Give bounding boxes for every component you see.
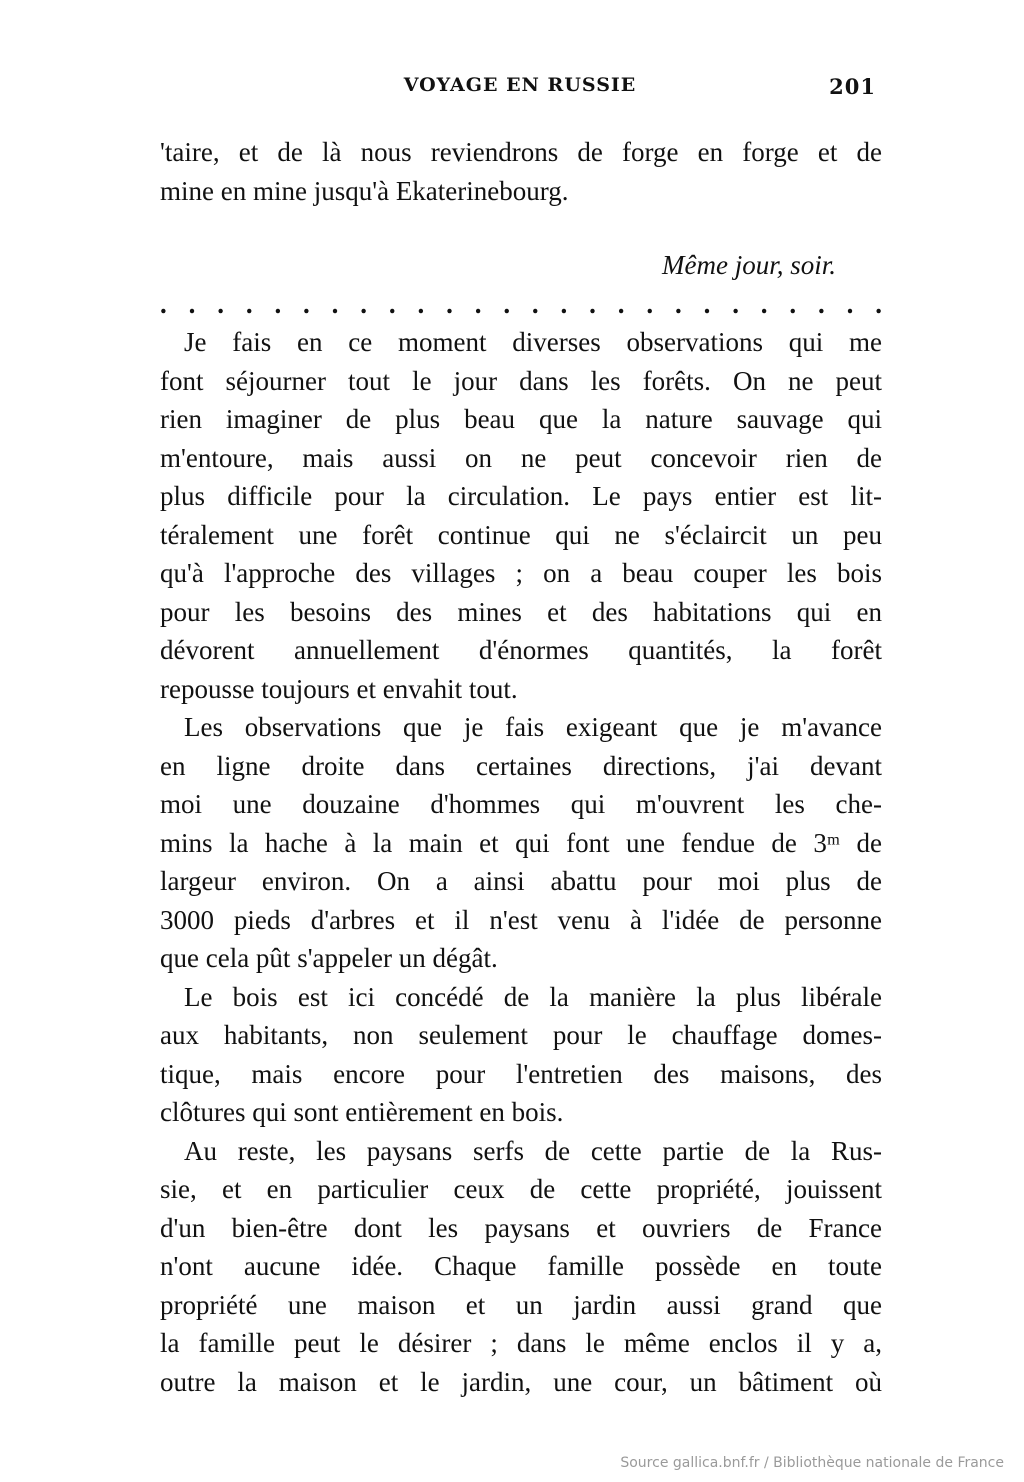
page-body — [160, 133, 882, 1401]
text-line: m'entoure, mais aussi on ne peut concevoir rien de — [160, 442, 882, 473]
text-line: mins la hache à la main et qui font une fendue de 3ᵐ de — [160, 827, 882, 858]
text-line: font séjourner tout le jour dans les forêts. On ne peut — [160, 365, 882, 396]
text-line: tique, mais encore pour l'entretien des maisons, des — [160, 1058, 882, 1089]
text-line: en ligne droite dans certaines directions, j'ai devant — [160, 750, 882, 781]
text-line: clôtures qui sont entièrement en bois. — [160, 1097, 564, 1127]
text-line: Je fais en ce moment diverses observations qui me — [184, 327, 882, 357]
text-line: 'taire, et de là nous reviendrons de forge en forge et de — [160, 137, 882, 167]
running-header — [160, 74, 880, 104]
text-line: pour les besoins des mines et des habitations qui en — [160, 596, 882, 627]
dateline: Même jour, soir. — [662, 250, 836, 280]
text-line: dévorent annuellement d'énormes quantités, la forêt — [160, 635, 882, 665]
text-line: 3000 pieds d'arbres et il n'est venu à l'idée de personne — [160, 904, 882, 935]
text-line: d'un bien-être dont les paysans et ouvriers de France — [160, 1212, 882, 1243]
text-line: Au reste, les paysans serfs de cette partie de la Rus- — [184, 1135, 882, 1166]
text-line: que cela pût s'appeler un dégât. — [160, 943, 498, 973]
ellipsis-separator: . . . . . . . . . . . . . . . . . . . . . . . . . . — [160, 288, 882, 319]
text-line: téralement une forêt continue qui ne s'éclaircit un peu — [160, 519, 882, 550]
text-line: Le bois est ici concédé de la manière la plus libérale — [184, 981, 882, 1012]
paragraph — [160, 323, 882, 708]
text-line: aux habitants, non seulement pour le chauffage domes- — [160, 1020, 882, 1050]
text-line: rien imaginer de plus beau que la nature sauvage qui — [160, 404, 882, 434]
text-line: outre la maison et le jardin, une cour, un bâtiment où — [160, 1366, 882, 1397]
text-line: mine en mine jusqu'à Ekaterinebourg. — [160, 175, 569, 206]
page-number: 201 — [829, 74, 876, 99]
paragraph — [160, 978, 882, 1132]
text-line: Les observations que je fais exigeant que je m'avance — [184, 712, 882, 742]
text-line: sie, et en particulier ceux de cette propriété, jouissent — [160, 1174, 882, 1204]
running-title: VOYAGE EN RUSSIE — [403, 74, 637, 96]
text-line: repousse toujours et envahit tout. — [160, 673, 518, 704]
text-line: qu'à l'approche des villages ; on a beau couper les bois — [160, 558, 882, 588]
paragraph — [160, 708, 882, 978]
text-line: largeur environ. On a ainsi abattu pour moi plus de — [160, 866, 882, 896]
text-line: moi une douzaine d'hommes qui m'ouvrent les che- — [160, 789, 882, 819]
text-line: n'ont aucune idée. Chaque famille possède en toute — [160, 1251, 882, 1281]
text-line: la famille peut le désirer ; dans le même enclos il y a, — [160, 1328, 882, 1358]
text-line: plus difficile pour la circulation. Le pays entier est lit- — [160, 481, 882, 511]
text-line: propriété une maison et un jardin aussi grand que — [160, 1289, 882, 1320]
paragraph — [160, 1132, 882, 1402]
source-credit: Source gallica.bnf.fr / Bibliothèque nationale de France — [620, 1455, 1004, 1471]
